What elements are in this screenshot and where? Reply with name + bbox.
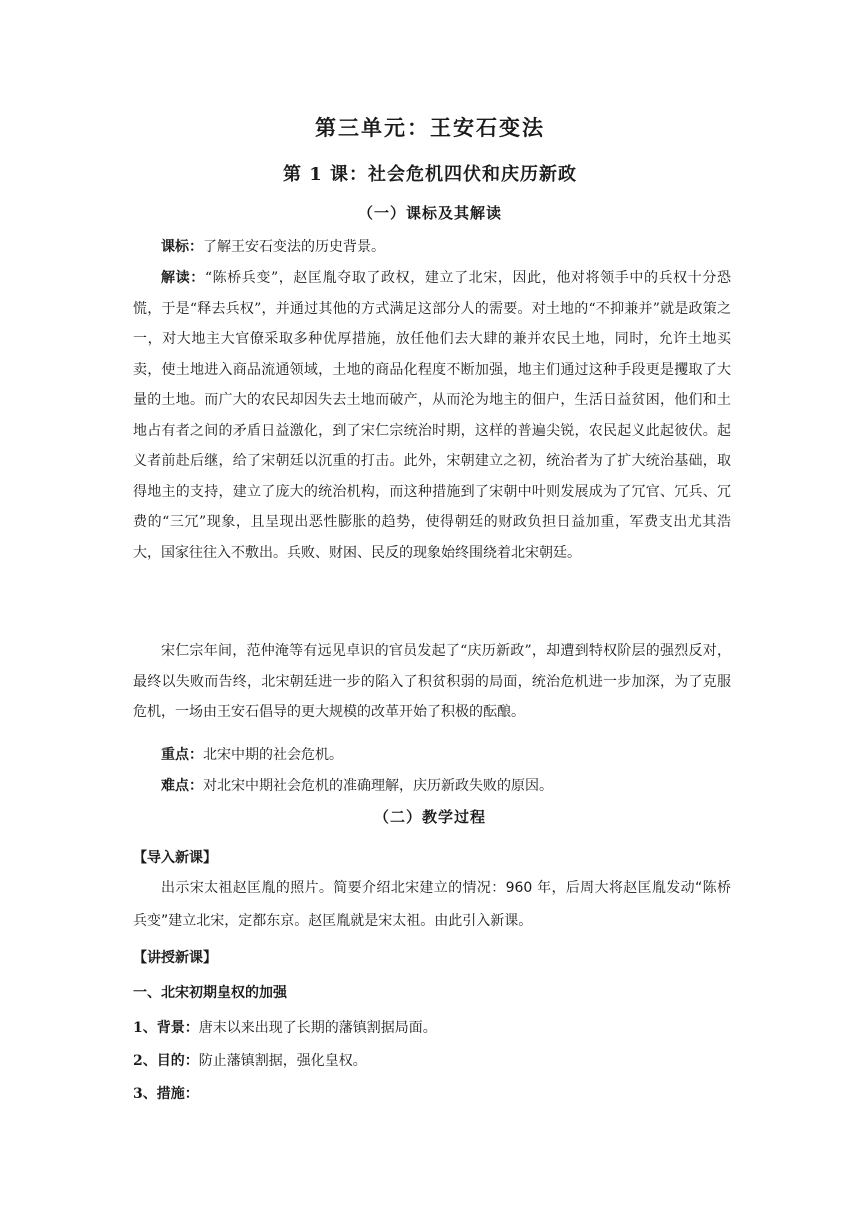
aim-line (133, 1051, 731, 1071)
background-label: 1、背景： (133, 1020, 199, 1036)
lecture-label: 【讲授新课】 (133, 950, 217, 966)
difficulty-label: 难点： (161, 778, 203, 794)
difficulty-text: 对北宋中期社会危机的准确理解，庆历新政失败的原因。 (203, 778, 553, 794)
key-point-paragraph (133, 740, 731, 771)
key-point-text: 北宋中期的社会危机。 (203, 747, 343, 763)
key-point-label: 重点： (161, 747, 203, 763)
measures-label: 3、措施： (133, 1086, 199, 1102)
section-heading-teaching-process: （二）教学过程 (373, 808, 486, 826)
standard-label: 课标： (161, 239, 203, 255)
standard-paragraph (133, 232, 731, 263)
aim-label: 2、目的： (133, 1053, 199, 1069)
standard-text: 了解王安石变法的历史背景。 (203, 239, 385, 255)
difficulty-paragraph (133, 771, 731, 802)
aim-text: 防止藩镇割据，强化皇权。 (198, 1053, 367, 1069)
interpretation-paragraph (133, 263, 731, 568)
unit-title: 第三单元：王安石变法 (315, 115, 545, 140)
lesson-title: 第 1 课：社会危机四伏和庆历新政 (282, 164, 578, 185)
intro-label: 【导入新课】 (133, 850, 217, 866)
point-one-heading: 一、北宋初期皇权的加强 (133, 985, 287, 1001)
background-line (133, 1018, 731, 1038)
section-heading-standards: （一）课标及其解读 (357, 204, 502, 222)
background-text: 唐末以来出现了长期的藩镇割据局面。 (198, 1020, 437, 1036)
qingli-paragraph: 宋仁宗年间，范仲淹等有远见卓识的官员发起了“庆历新政”，却遭到特权阶层的强烈反对，最终以失败而告终，北宋朝廷进一步的陷入了积贫积弱的局面，统治危机进一步加深，为了克服危机，一场由王安石倡导的更大规模的改革开始了积极的酝酿。 (133, 643, 731, 720)
interpretation-label: 解读： (161, 270, 205, 286)
intro-paragraph: 出示宋太祖赵匡胤的照片。简要介绍北宋建立的情况：960 年，后周大将赵匡胤发动“陈桥兵变”建立北宋，定都东京。赵匡胤就是宋太祖。由此引入新课。 (133, 880, 731, 929)
interpretation-text: “陈桥兵变”，赵匡胤夺取了政权，建立了北宋，因此，他对将领手中的兵权十分恐慌，于是“释去兵权”，并通过其他的方式满足这部分人的需要。对土地的“不抑兼并”就是政策之一，对大地主大官僚采取多种优厚措施，放任他们去大肆的兼并农民土地，同时，允许土地买卖，使土地进入商品流通领域，土地的商品化程度不断加强，地主们通过这种手段更是攫取了大量的土地。而广大的农民却因失去土地而破产，从而沦为地主的佃户，生活日益贫困，他们和土地占有者之间的矛盾日益激化，到了宋仁宗统治时期，这样的普遍尖锐，农民起义此起彼伏。起义者前赴后继，给了宋朝廷以沉重的打击。此外，宋朝建立之初，统治者为了扩大统治基础，取得地主的支持，建立了庞大的统治机构，而这种措施到了宋朝中叶则发展成为了冗官、冗兵、冗费的“三冗”现象，且呈现出恶性膨胀的趋势，使得朝廷的财政负担日益加重，军费支出尤其浩大，国家往往入不敷出。兵败、财困、民反的现象始终围绕着北宋朝廷。 (133, 270, 732, 561)
